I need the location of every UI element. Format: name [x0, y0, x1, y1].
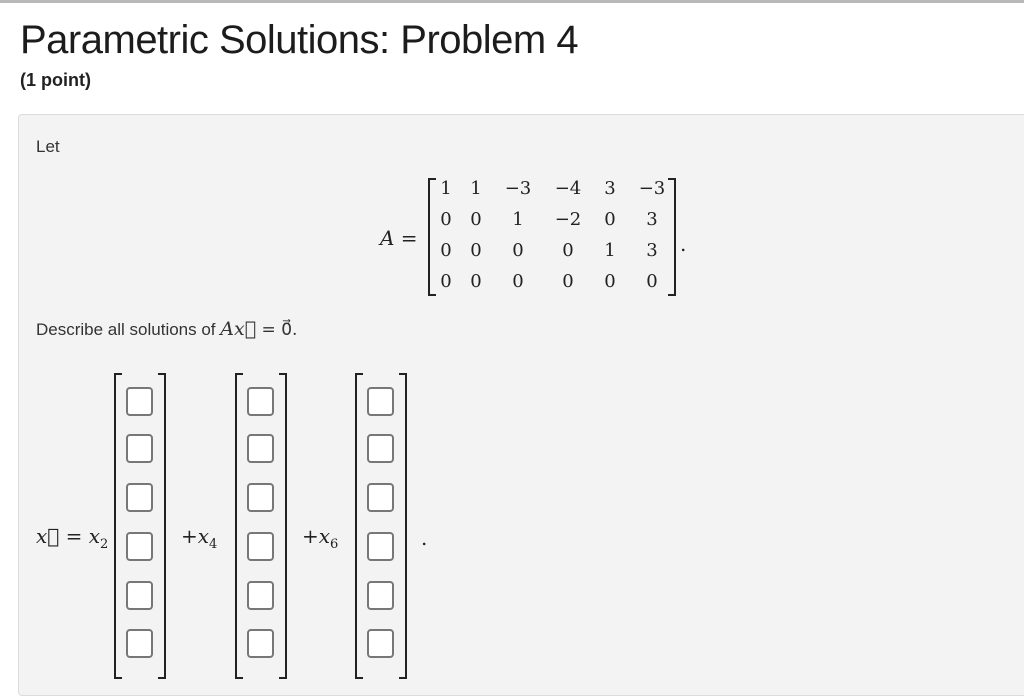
matrix-cell: 0 [440, 209, 452, 230]
vector-left-bracket [114, 373, 122, 679]
matrix-cell: −3 [504, 178, 532, 199]
vector-3 [355, 373, 407, 677]
vector-2 [235, 373, 287, 677]
matrix-cell: −3 [638, 178, 666, 199]
matrix-cell: 0 [562, 271, 574, 292]
equation-A: A [220, 318, 234, 340]
matrix-cell: 1 [604, 240, 616, 261]
answer-input-box[interactable] [247, 581, 274, 610]
matrix-cell: 0 [646, 271, 658, 292]
top-border [0, 0, 1024, 3]
points-label: (1 point) [20, 70, 91, 90]
term-x6-label: $+x_6$ [302, 524, 339, 552]
answer-input-box[interactable] [247, 532, 274, 561]
x-vector-label: x⃗ = $x_2$ [36, 524, 109, 552]
matrix-cell: 1 [440, 178, 452, 199]
answer-input-box[interactable] [367, 387, 394, 416]
answer-input-box[interactable] [126, 629, 153, 658]
answer-input-box[interactable] [367, 581, 394, 610]
answer-input-box[interactable] [367, 483, 394, 512]
matrix-cell: 0 [604, 209, 616, 230]
matrix-cell: 1 [512, 209, 524, 230]
vector-right-bracket [158, 373, 166, 679]
describe-label: Describe all solutions of [36, 320, 216, 339]
matrix-label: A = [380, 226, 418, 250]
matrix-cell: 0 [562, 240, 574, 261]
vector-left-bracket [235, 373, 243, 679]
matrix-cell: 1 [470, 178, 482, 199]
matrix-cell: −2 [554, 209, 582, 230]
matrix-cell: 0 [604, 271, 616, 292]
vector-left-bracket [355, 373, 363, 679]
equation-equals: = [256, 320, 282, 340]
answer-input-box[interactable] [126, 483, 153, 512]
matrix-cell: −4 [554, 178, 582, 199]
answer-input-box[interactable] [126, 581, 153, 610]
matrix-cell: 0 [512, 271, 524, 292]
equation-zero-vector: 0⃗ [281, 320, 293, 340]
answer-input-box[interactable] [367, 532, 394, 561]
answer-input-box[interactable] [367, 434, 394, 463]
answer-input-box[interactable] [247, 483, 274, 512]
matrix-cell: 0 [512, 240, 524, 261]
matrix-cell: 3 [646, 209, 658, 230]
matrix-period: . [680, 232, 687, 256]
answer-input-box[interactable] [126, 434, 153, 463]
describe-text [36, 318, 297, 340]
matrix-cell: 0 [440, 240, 452, 261]
matrix-cell: 0 [470, 240, 482, 261]
term-x4-label: $+x_4$ [181, 524, 218, 552]
answer-input-box[interactable] [126, 532, 153, 561]
matrix-cell: 3 [646, 240, 658, 261]
answer-input-box[interactable] [126, 387, 153, 416]
equation-x-vector: x⃗ [234, 318, 257, 340]
matrix-cell: 0 [470, 271, 482, 292]
answer-input-box[interactable] [247, 387, 274, 416]
vector-1 [114, 373, 166, 677]
answer-input-box[interactable] [367, 629, 394, 658]
let-text: Let [36, 137, 60, 156]
vector-right-bracket [399, 373, 407, 679]
matrix-A [428, 178, 676, 294]
vector-right-bracket [279, 373, 287, 679]
matrix-cell: 0 [470, 209, 482, 230]
final-period: . [421, 526, 428, 550]
page-title: Parametric Solutions: Problem 4 [20, 18, 579, 62]
matrix-cell: 3 [604, 178, 616, 199]
equation-period: . [292, 320, 298, 340]
answer-input-box[interactable] [247, 434, 274, 463]
matrix-cell: 0 [440, 271, 452, 292]
answer-input-box[interactable] [247, 629, 274, 658]
